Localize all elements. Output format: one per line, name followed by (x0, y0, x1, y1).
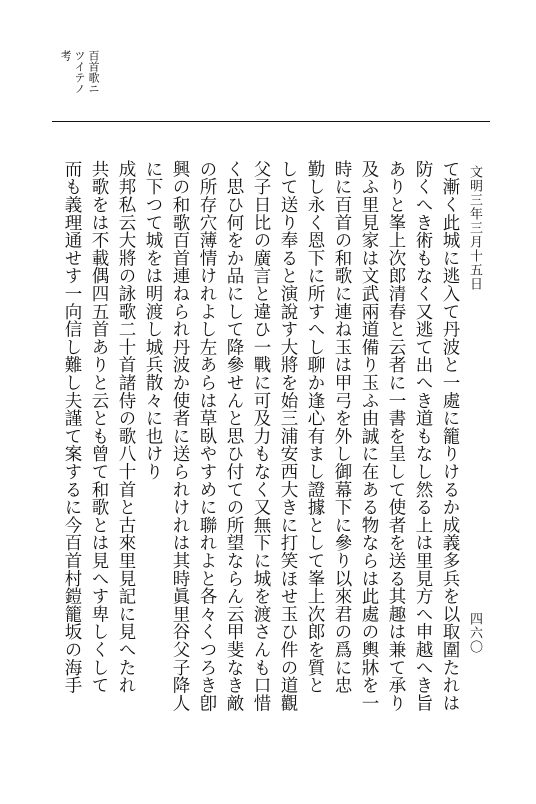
body-column: 興の和歌百首連ねられ丹波か使者に送られけれは其時眞里谷父子降人 (170, 160, 190, 712)
running-head (58, 50, 100, 110)
body-column: して送り奉ると演說す大將を始三浦安西大きに打笑ほせ玉ひ件の道觀 (278, 160, 298, 712)
header-rule (52, 121, 490, 122)
body-column: の所存穴薄情けれよし左あらは草臥やすめに聯れよと各々くつろき卽 (197, 160, 217, 712)
running-head-line: 考 (59, 50, 72, 61)
body-column: 勤し永く恩下に所すへし聊か逢心有まし證據として峯上次郎を質と (305, 160, 325, 694)
body-column: 共歌をは不載偶四五首ありと云とも曾て和歌とは見へす卑しくして (89, 160, 109, 694)
body-column: て漸く此城に逃入て丹波と一處に籠りけるか成義多兵を以取圍たれは (440, 160, 460, 712)
date-line: 文明三年三月十五日 (467, 165, 482, 291)
body-column: ありと峯上次郎清春と云者に一書を呈して使者を送る其趣は兼て承り (386, 160, 406, 712)
body-column: に下つて城をは明渡し城兵散々に也けり (143, 160, 163, 481)
page-number: 四六〇 (467, 612, 482, 654)
body-column: 父子日比の廣言と違ひ一戰に可及力もなく又無下に城を渡さんも口惜 (251, 160, 271, 712)
body-column: く思ひ何をか品にして降參せんと思ひ付ての所望ならん云甲斐なき敵 (224, 160, 244, 712)
body-column: 而も義理通せす一向信し難し夫謹て案するに今百首村鎧籠坂の海手 (62, 160, 82, 694)
body-column: 時に百首の和歌に連ね玉は甲弓を外し御幕下に參り以來君の爲に忠 (332, 160, 352, 694)
body-column: 及ふ里見家は文武兩道備り玉ふ由誠に在ある物ならは此處の輿牀を一 (359, 160, 379, 712)
body-column: 成邦私云大將の詠歌二十首諸侍の歌八十首と古來里見記に見へたれ (116, 160, 136, 694)
running-head-line: 百首歌ニ (87, 50, 100, 94)
running-head-line: ツイテノ (73, 50, 86, 94)
body-column: 防くへき術もなく又逃て出へき道もなし然る上は里見方へ申越へき旨 (413, 160, 433, 712)
